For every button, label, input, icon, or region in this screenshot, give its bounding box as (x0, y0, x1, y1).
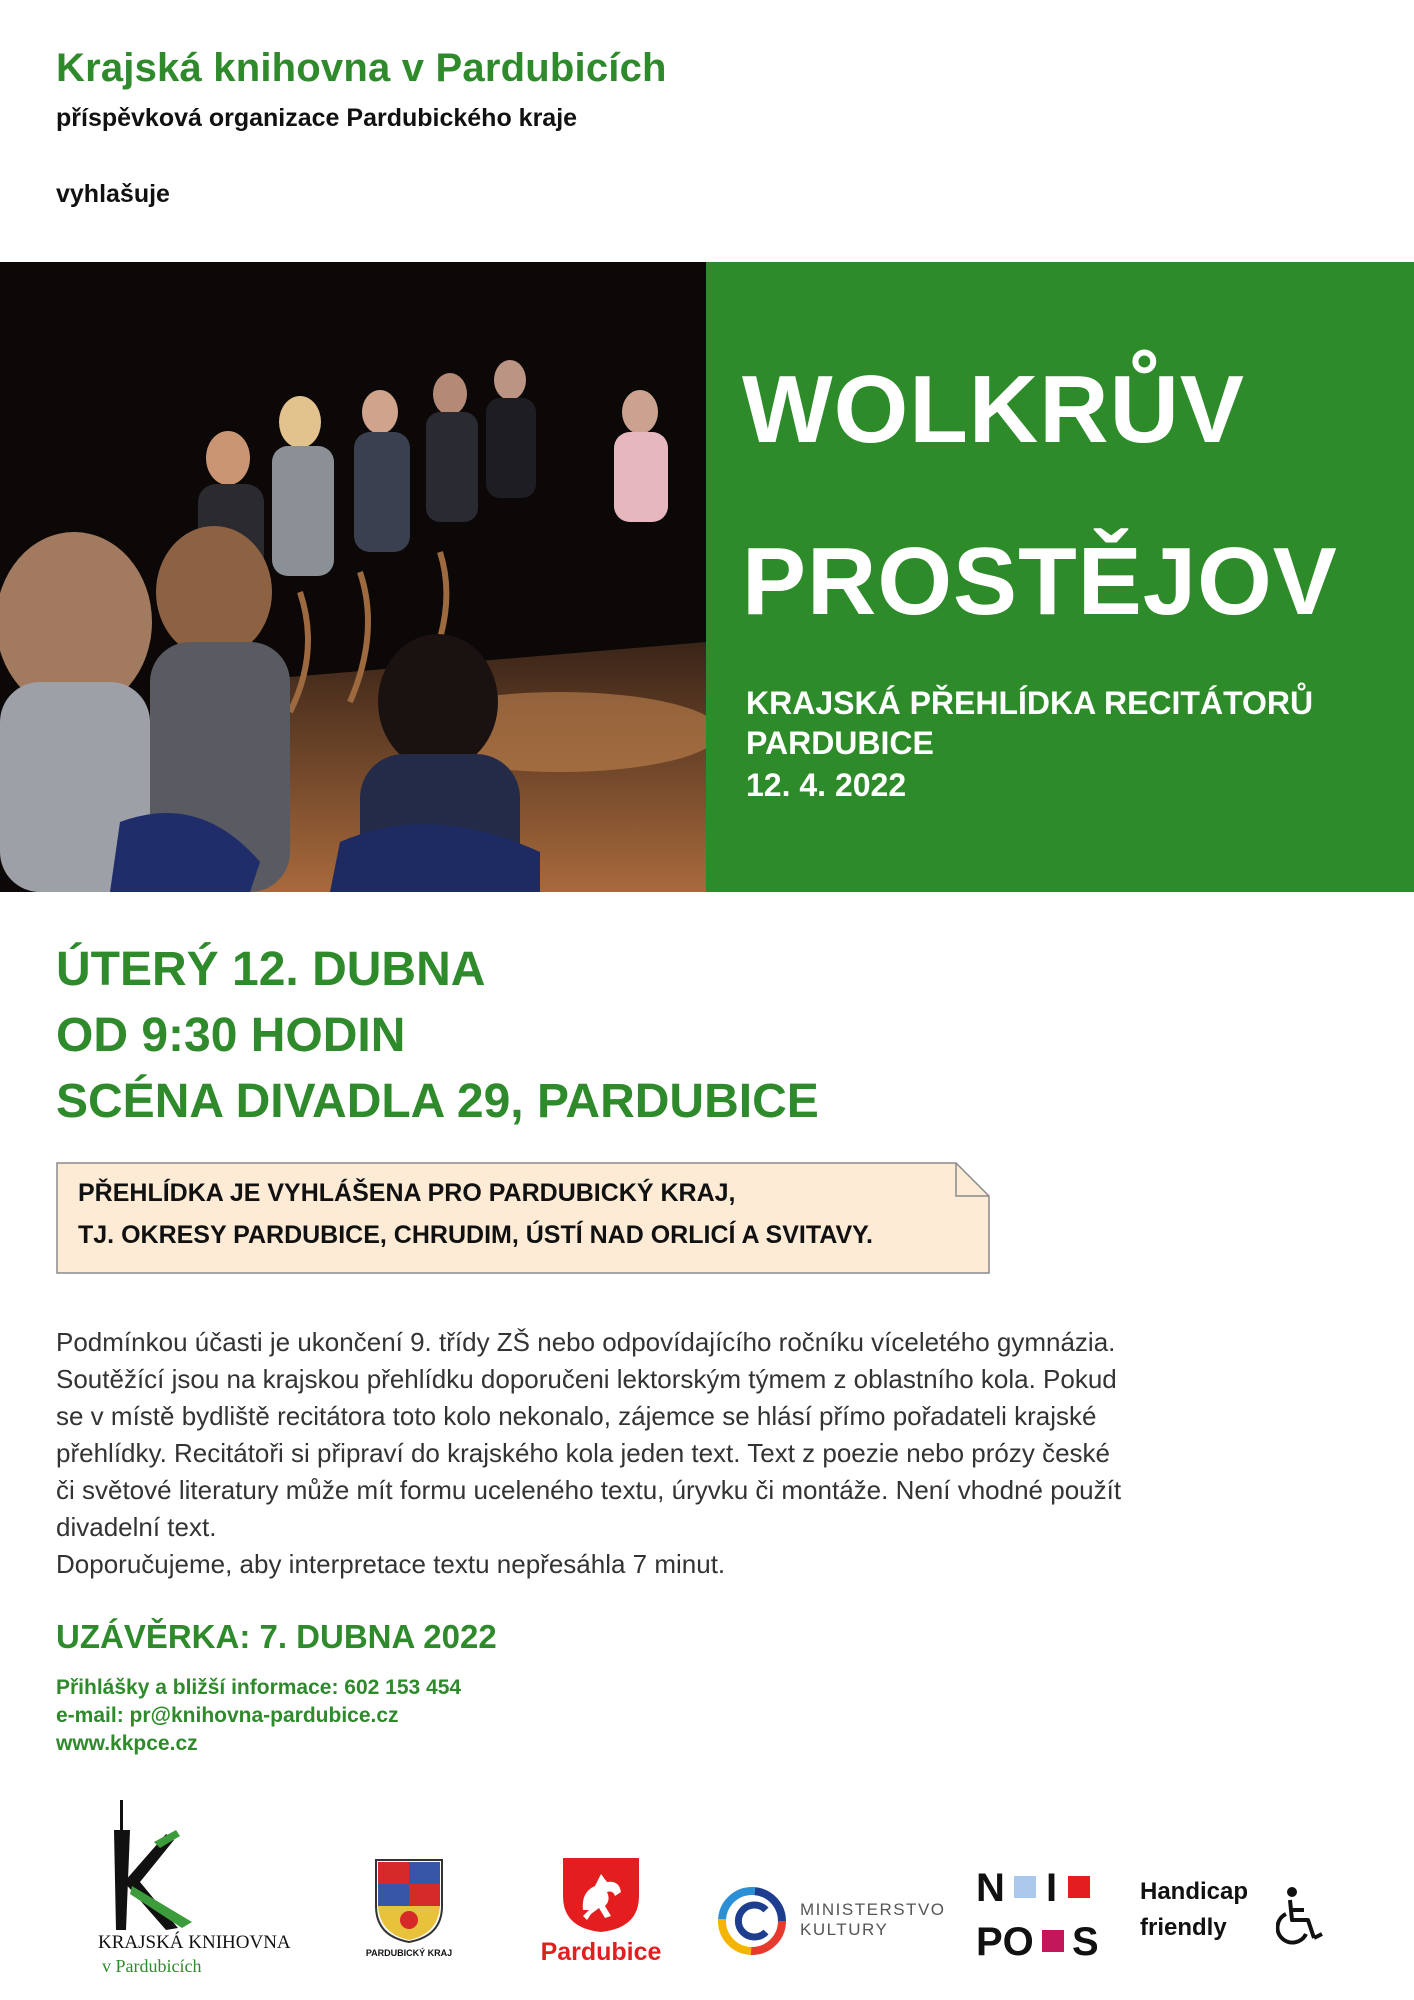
pk-logo-label: PARDUBICKÝ KRAJ (365, 1948, 453, 1958)
deadline: UZÁVĚRKA: 7. DUBNA 2022 (56, 1618, 497, 1655)
body-line: Soutěžící jsou na krajskou přehlídku doporučeni lektorským týmem z oblastního kola. Pokud (56, 1364, 1117, 1394)
notice-box (56, 1162, 990, 1274)
body-line: či světové literatury může mít formu uceleného textu, úryvku či montáže. Není vhodné použít (56, 1475, 1122, 1505)
nipos-square-blue (1014, 1876, 1036, 1898)
nipos-square-pink (1042, 1930, 1064, 1952)
body-line: Doporučujeme, aby interpretace textu nepřesáhla 7 minut. (56, 1549, 726, 1579)
horse-icon (561, 1856, 641, 1934)
pardubice-logo (536, 1856, 666, 1966)
event-subtitle-line-2: PARDUBICE (746, 725, 934, 761)
hc-line-2: friendly (1140, 1914, 1227, 1941)
body-line: divadelní text. (56, 1512, 217, 1542)
org-subtitle: příspěvková organizace Pardubického kraje (56, 104, 578, 132)
hero-banner (0, 262, 1414, 892)
event-date: ÚTERÝ 12. DUBNA (56, 943, 486, 996)
mk-logo-line-2: KULTURY (800, 1920, 889, 1939)
body-line: přehlídky. Recitátoři si připraví do krajského kola jeden text. Text z poezie nebo prózy české (56, 1438, 1111, 1468)
kk-logo-line-1: KRAJSKÁ KNIHOVNA (98, 1932, 291, 1953)
kk-logo-line-2: v Pardubicích (102, 1956, 202, 1976)
title-panel (706, 262, 1414, 892)
nipos-letter-po: PO (976, 1920, 1034, 1964)
hc-line-1: Handicap (1140, 1878, 1249, 1905)
notice-line-2: TJ. OKRESY PARDUBICE, CHRUDIM, ÚSTÍ NAD ORLICÍ A SVITAVY. (78, 1221, 873, 1249)
contact-web[interactable]: www.kkpce.cz (56, 1732, 198, 1755)
krajska-knihovna-logo (96, 1790, 306, 1980)
body-line: Podmínkou účasti je ukončení 9. třídy ZŠ nebo odpovídajícího ročníku víceletého gymnázia. (56, 1327, 1116, 1357)
org-name: Krajská knihovna v Pardubicích (56, 46, 667, 90)
handicap-friendly-logo (1140, 1874, 1330, 1964)
nipos-letter-i: I (1046, 1866, 1058, 1910)
event-subtitle-line-1: KRAJSKÁ PŘEHLÍDKA RECITÁTORŮ (746, 685, 1314, 721)
mk-logo-line-1: MINISTERSTVO (800, 1900, 946, 1919)
ministerstvo-kultury-logo (716, 1886, 946, 1956)
body-line: se v místě bydliště recitátora toto kolo nekonalo, zájemce se hlásí přímo pořadateli krajské (56, 1401, 1097, 1431)
wheelchair-icon (1276, 1886, 1326, 1948)
nipos-letter-n: N (976, 1866, 1005, 1910)
event-title-line-2: PROSTĚJOV (742, 528, 1338, 635)
event-title-line-1: WOLKRŮV (742, 356, 1245, 463)
coat-of-arms-icon (374, 1858, 444, 1944)
event-venue: SCÉNA DIVADLA 29, PARDUBICE (56, 1075, 819, 1128)
nipos-letter-s: S (1072, 1920, 1099, 1964)
body-text (56, 1324, 1256, 1583)
announce-text: vyhlašuje (56, 180, 170, 208)
contact-email[interactable]: e-mail: pr@knihovna-pardubice.cz (56, 1704, 399, 1727)
nipos-square-red (1068, 1876, 1090, 1898)
nipos-logo (976, 1866, 1099, 1972)
event-subtitle-date: 12. 4. 2022 (746, 767, 907, 803)
pce-logo-label: Pardubice (540, 1938, 662, 1966)
pardubicky-kraj-logo (354, 1858, 464, 1968)
event-time: OD 9:30 HODIN (56, 1009, 406, 1062)
event-photo (0, 262, 706, 892)
notice-line-1: PŘEHLÍDKA JE VYHLÁŠENA PRO PARDUBICKÝ KRAJ, (78, 1179, 736, 1207)
contact-phone: Přihlášky a bližší informace: 602 153 454 (56, 1676, 462, 1699)
